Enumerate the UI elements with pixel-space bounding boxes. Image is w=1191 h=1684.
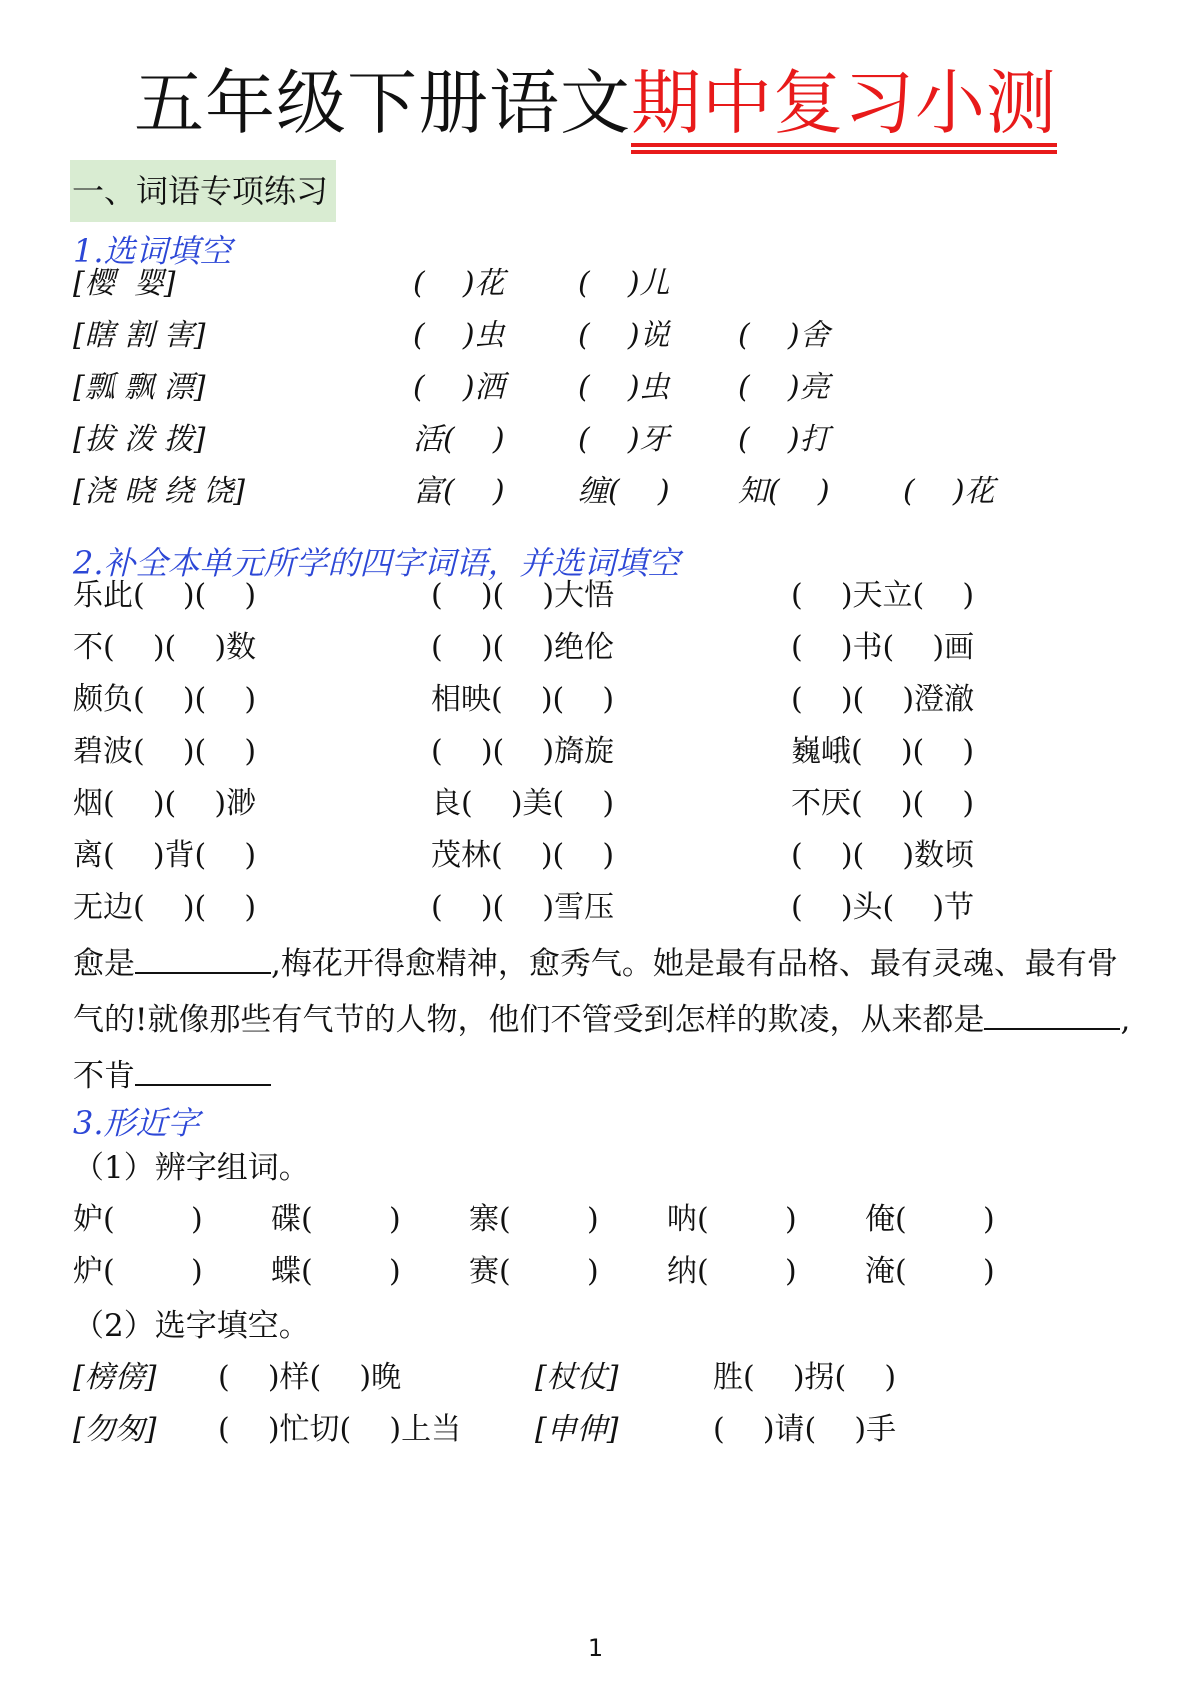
char-group: [榜傍] <box>73 1360 157 1395</box>
q1-row <box>73 368 830 408</box>
fill-blank[interactable]: 胜( )拐( ) <box>713 1360 897 1395</box>
q2-row <box>73 576 975 616</box>
question-1-label: 1.选词填空 <box>73 232 232 270</box>
word-blank[interactable]: 赛( ) <box>469 1254 599 1289</box>
idiom-blank[interactable]: 茂林( )( ) <box>431 838 615 873</box>
question-2-label: 2.补全本单元所学的四字词语，并选词填空 <box>73 544 680 582</box>
fill-blank[interactable]: ( )洒 <box>413 370 505 405</box>
fill-blank[interactable]: ( )虫 <box>578 370 670 405</box>
fill-blank[interactable]: 缠( ) <box>578 474 670 509</box>
fill-blank[interactable]: ( )儿 <box>578 266 670 301</box>
passage-text: ,梅花开得愈精神，愈秀气。她是最有品格、最有灵魂、最有骨气的!就像那些有气节的人物，他们不管受到怎样的欺凌，从来都是 <box>73 946 1118 1038</box>
title-main: 五年级下册语文 <box>134 62 631 144</box>
answer-blank[interactable] <box>135 938 271 974</box>
q1-row <box>73 472 995 512</box>
char-group: [樱 婴] <box>73 266 176 301</box>
char-group: [瞎 割 害] <box>73 318 206 353</box>
passage-text: 愈是 <box>73 946 135 982</box>
q1-row <box>73 316 830 356</box>
q3-part2-row <box>73 1358 897 1398</box>
fill-blank[interactable]: 富( ) <box>413 474 505 509</box>
word-blank[interactable]: 碟( ) <box>271 1202 401 1237</box>
idiom-blank[interactable]: 巍峨( )( ) <box>791 734 975 769</box>
idiom-blank[interactable]: ( )( )大悟 <box>431 578 615 613</box>
idiom-blank[interactable]: 颇负( )( ) <box>73 682 257 717</box>
fill-blank[interactable]: 知( ) <box>738 474 830 509</box>
q3-part2-row <box>73 1410 897 1450</box>
page-number: 1 <box>587 1634 604 1662</box>
q3-row <box>73 1200 995 1240</box>
word-blank[interactable]: 呐( ) <box>667 1202 797 1237</box>
idiom-blank[interactable]: ( )( )旖旋 <box>431 734 615 769</box>
word-blank[interactable]: 蝶( ) <box>271 1254 401 1289</box>
part-1-label: （1）辨字组词。 <box>73 1150 310 1186</box>
char-group: [勿匆] <box>73 1412 157 1447</box>
idiom-blank[interactable]: ( )( )雪压 <box>431 890 615 925</box>
char-group: [杖仗] <box>535 1360 619 1395</box>
word-blank[interactable]: 俺( ) <box>865 1202 995 1237</box>
fill-blank[interactable]: 活( ) <box>413 422 505 457</box>
passage-text: ,不肯 <box>73 1002 1131 1094</box>
answer-blank[interactable] <box>135 1050 271 1086</box>
char-group: [拔 泼 拨] <box>73 422 206 457</box>
fill-blank[interactable]: ( )说 <box>578 318 670 353</box>
fill-blank[interactable]: ( )亮 <box>738 370 830 405</box>
question-3-label: 3.形近字 <box>73 1104 200 1142</box>
fill-blank[interactable]: ( )打 <box>738 422 830 457</box>
q2-row <box>73 888 975 928</box>
fill-blank[interactable]: ( )忙切( )上当 <box>218 1412 462 1447</box>
passage <box>73 936 1133 1104</box>
idiom-blank[interactable]: 离( )背( ) <box>73 838 257 873</box>
part-2-label: （2）选字填空。 <box>73 1308 310 1344</box>
title-highlight: 期中复习小测 <box>631 58 1057 148</box>
idiom-blank[interactable]: 不厌( )( ) <box>791 786 975 821</box>
q1-row <box>73 420 830 460</box>
q2-row <box>73 732 975 772</box>
q2-row <box>73 680 975 720</box>
word-blank[interactable]: 炉( ) <box>73 1254 203 1289</box>
word-blank[interactable]: 寨( ) <box>469 1202 599 1237</box>
q2-row <box>73 628 975 668</box>
document-title <box>0 58 1191 148</box>
answer-blank[interactable] <box>984 994 1120 1030</box>
word-blank[interactable]: 纳( ) <box>667 1254 797 1289</box>
word-blank[interactable]: 妒( ) <box>73 1202 203 1237</box>
fill-blank[interactable]: ( )牙 <box>578 422 670 457</box>
idiom-blank[interactable]: 相映( )( ) <box>431 682 615 717</box>
idiom-blank[interactable]: 良( )美( ) <box>431 786 615 821</box>
idiom-blank[interactable]: ( )( )数顷 <box>791 838 975 873</box>
char-group: [申伸] <box>535 1412 619 1447</box>
idiom-blank[interactable]: 乐此( )( ) <box>73 578 257 613</box>
fill-blank[interactable]: ( )样( )晚 <box>218 1360 402 1395</box>
idiom-blank[interactable]: ( )头( )节 <box>791 890 975 925</box>
idiom-blank[interactable]: 碧波( )( ) <box>73 734 257 769</box>
idiom-blank[interactable]: ( )书( )画 <box>791 630 975 665</box>
q2-row <box>73 836 975 876</box>
fill-blank[interactable]: ( )虫 <box>413 318 505 353</box>
char-group: [浇 晓 绕 饶] <box>73 474 246 509</box>
idiom-blank[interactable]: 烟( )( )渺 <box>73 786 257 821</box>
q3-row <box>73 1252 995 1292</box>
section-heading: 一、词语专项练习 <box>70 160 336 222</box>
char-group: [瓢 飘 漂] <box>73 370 206 405</box>
fill-blank[interactable]: ( )舍 <box>738 318 830 353</box>
idiom-blank[interactable]: 无边( )( ) <box>73 890 257 925</box>
idiom-blank[interactable]: 不( )( )数 <box>73 630 257 665</box>
fill-blank[interactable]: ( )请( )手 <box>713 1412 897 1447</box>
fill-blank[interactable]: ( )花 <box>903 474 995 509</box>
word-blank[interactable]: 淹( ) <box>865 1254 995 1289</box>
fill-blank[interactable]: ( )花 <box>413 266 505 301</box>
q1-row <box>73 264 670 304</box>
idiom-blank[interactable]: ( )( )澄澈 <box>791 682 975 717</box>
idiom-blank[interactable]: ( )( )绝伦 <box>431 630 615 665</box>
idiom-blank[interactable]: ( )天立( ) <box>791 578 975 613</box>
q2-row <box>73 784 975 824</box>
